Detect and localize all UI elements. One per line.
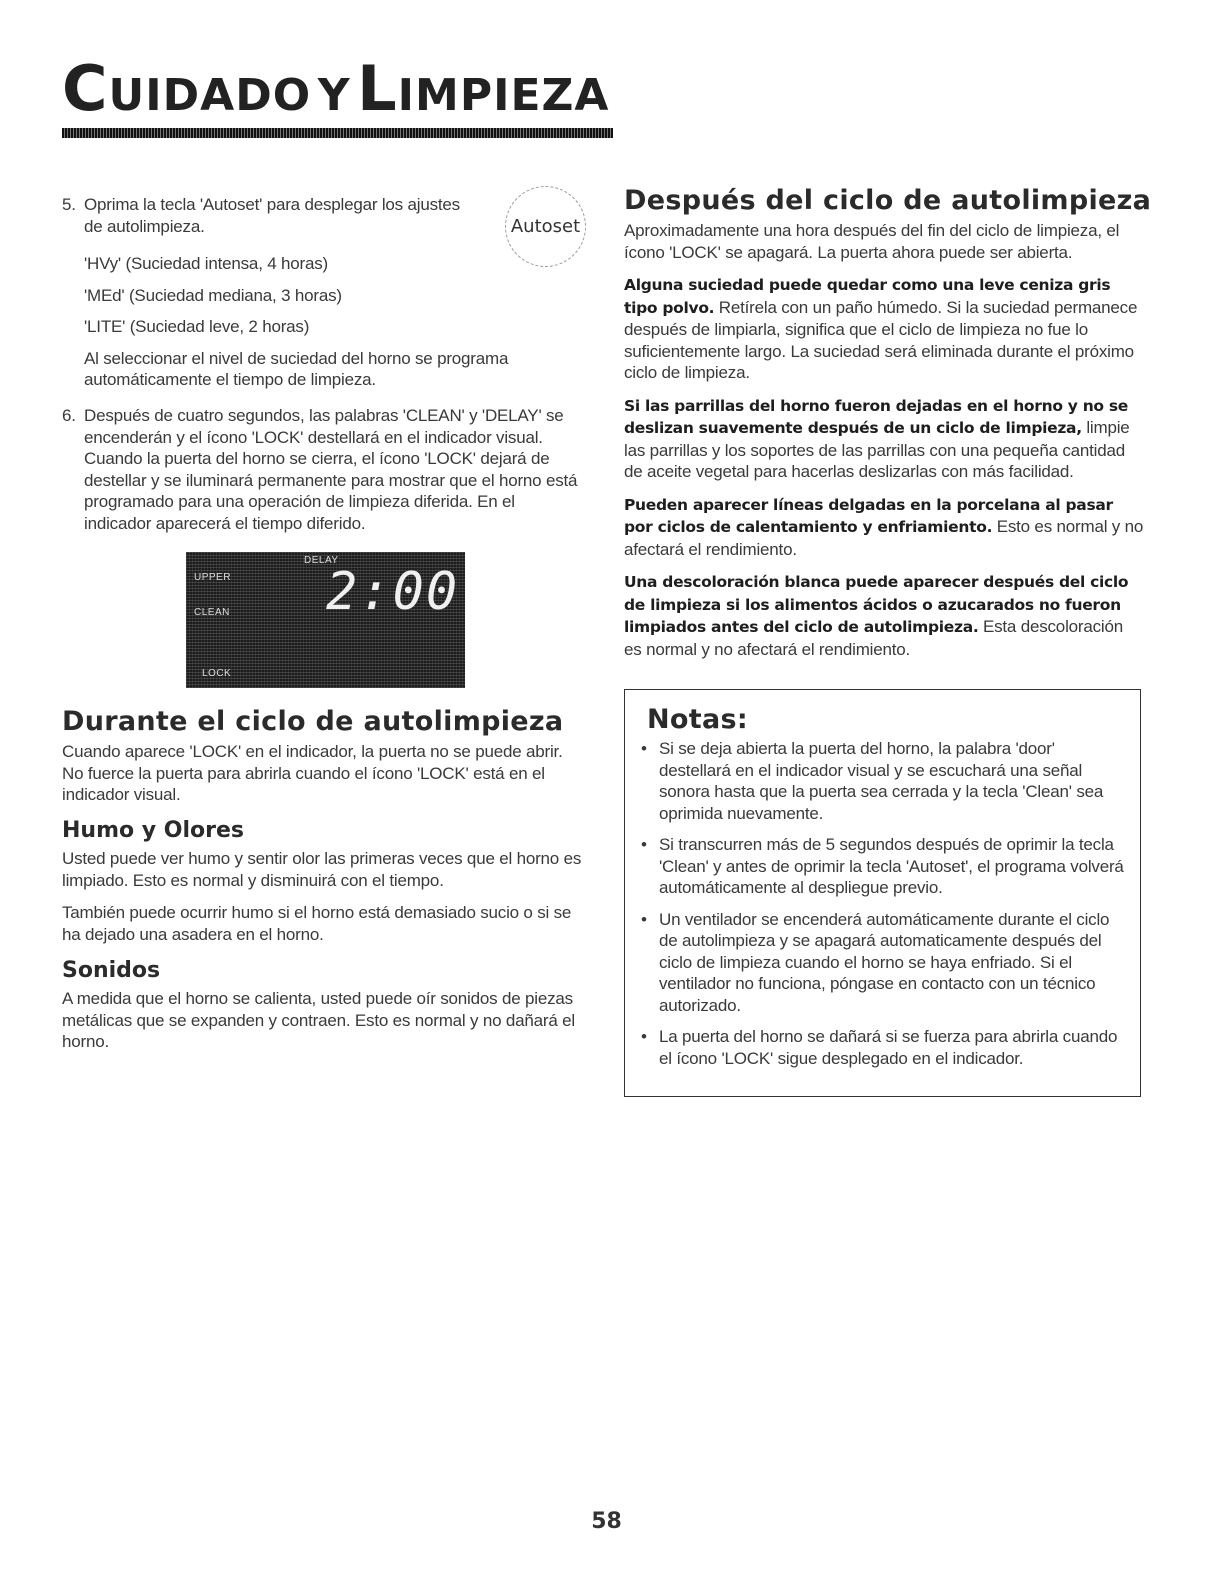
- display-upper-label: UPPER: [194, 572, 231, 583]
- section-heading-humo: Humo y Olores: [62, 818, 244, 843]
- list-item: • Un ventilador se encenderá automáticamente durante el ciclo de autolimpieza y se apagará automaticamente después del ciclo de limpieza cuando el horno se haya enfriado. Si el ventilador no funciona, póngase en contacto con un técnico autorizado.: [639, 909, 1129, 1017]
- autoset-label: Autoset: [510, 216, 581, 237]
- soil-levels: [84, 253, 544, 391]
- sonidos-text: A medida que el horno se calienta, usted puede oír sonidos de piezas metálicas que se expanden y contraen. Esto es normal y no dañará el horno.: [62, 989, 575, 1051]
- list-item: • La puerta del horno se dañará si se fuerza para abrirla cuando el ícono 'LOCK' sigue desplegado en el indicador.: [639, 1026, 1129, 1069]
- section-heading-despues: Después del ciclo de autolimpieza: [624, 185, 1152, 216]
- despues-content: Aproximadamente una hora después del fin del ciclo de limpieza, el ícono 'LOCK' se apagará. La puerta ahora puede ser abierta. Alguna suciedad puede quedar como una leve ceniza gris tipo polvo. Retírela con un paño húmedo. Si la suciedad permanece después de limpiarla, significa que el ciclo de limpieza no fue lo suficientemente largo. La suciedad será eliminada durante el próximo ciclo de limpieza. Si las parrillas del horno fueron dejadas en el horno y no se deslizan suavemente después de un ciclo de limpieza, limpie las parrillas y los soportes de las parrillas con una pequeña cantidad de aceite vegetal para hacerlas deslizarlas con más facilidad. Pueden aparecer líneas delgadas en la porcelana al pasar por ciclos de calentamiento y enfriamiento. Esto es normal y no afectará el rendimiento. Una descoloración blanca puede aparecer después del ciclo de limpieza si los alimentos ácidos o azucarados no fueron limpiados antes del ciclo de autolimpieza. Esta descoloración es normal y no afectará el rendimiento.: [624, 221, 1144, 659]
- step-5: [62, 194, 479, 237]
- soil-level-item: 'LITE' (Suciedad leve, 2 horas): [84, 317, 310, 336]
- durante-text: Cuando aparece 'LOCK' en el indicador, la puerta no se puede abrir. No fuerce la puerta para abrirla cuando el ícono 'LOCK' está en el indicador visual.: [62, 742, 563, 804]
- step-text: Oprima la tecla 'Autoset' para desplegar los ajustes de autolimpieza.: [84, 195, 460, 236]
- title-rule: [62, 128, 613, 138]
- display-lock-label: LOCK: [202, 668, 232, 679]
- list-item: • Si se deja abierta la puerta del horno, la palabra 'door' destellará en el indicador visual y se escuchará una señal sonora hasta que la puerta sea cerrada y la tecla 'Clean' sea oprimida nuevamente.: [639, 738, 1129, 824]
- page-number: 58: [591, 1509, 622, 1534]
- display-clean-label: CLEAN: [194, 607, 230, 618]
- step-number: 5.: [62, 195, 76, 214]
- notes-heading: Notas:: [647, 704, 748, 735]
- section-heading-sonidos: Sonidos: [62, 958, 161, 983]
- notes-list: [639, 738, 1129, 1079]
- soil-level-item: 'MEd' (Suciedad mediana, 3 horas): [84, 285, 342, 305]
- list-item: • Si transcurren más de 5 segundos después de oprimir la tecla 'Clean' y antes de oprimir la tecla 'Autoset', el programa volverá automáticamente al despliegue previo.: [639, 834, 1129, 899]
- display-delay-label: DELAY: [304, 555, 339, 566]
- soil-level-item: 'HVy' (Suciedad intensa, 4 horas): [84, 254, 329, 273]
- display-time: 2:00: [326, 562, 460, 622]
- step-text: Después de cuatro segundos, las palabras 'CLEAN' y 'DELAY' se encenderán y el ícono 'LOCK' destellará en el indicador visual. Cuando la puerta del horno se cierra, el ícono 'LOCK' dejará de destellar y se iluminará permanente para mostrar que el horno está programado para una operación de limpieza diferida. En el indicador aparecerá el tiempo diferido.: [84, 406, 578, 533]
- oven-display-image: [186, 552, 465, 688]
- step-note: Al seleccionar el nivel de suciedad del horno se programa automáticamente el tiempo de limpieza.: [84, 348, 509, 389]
- step-6: [62, 405, 584, 534]
- section-heading-durante: Durante el ciclo de autolimpieza: [62, 706, 564, 737]
- page-title: CUIDADO Y LIMPIEZA: [62, 52, 610, 125]
- notes-box: [624, 689, 1141, 1097]
- step-number: 6.: [62, 406, 76, 425]
- humo-text: Usted puede ver humo y sentir olor las primeras veces que el horno es limpiado. Esto es normal y disminuirá con el tiempo. También puede ocurrir humo si el horno está demasiado sucio o si se ha dejado una asadera en el horno.: [62, 849, 582, 944]
